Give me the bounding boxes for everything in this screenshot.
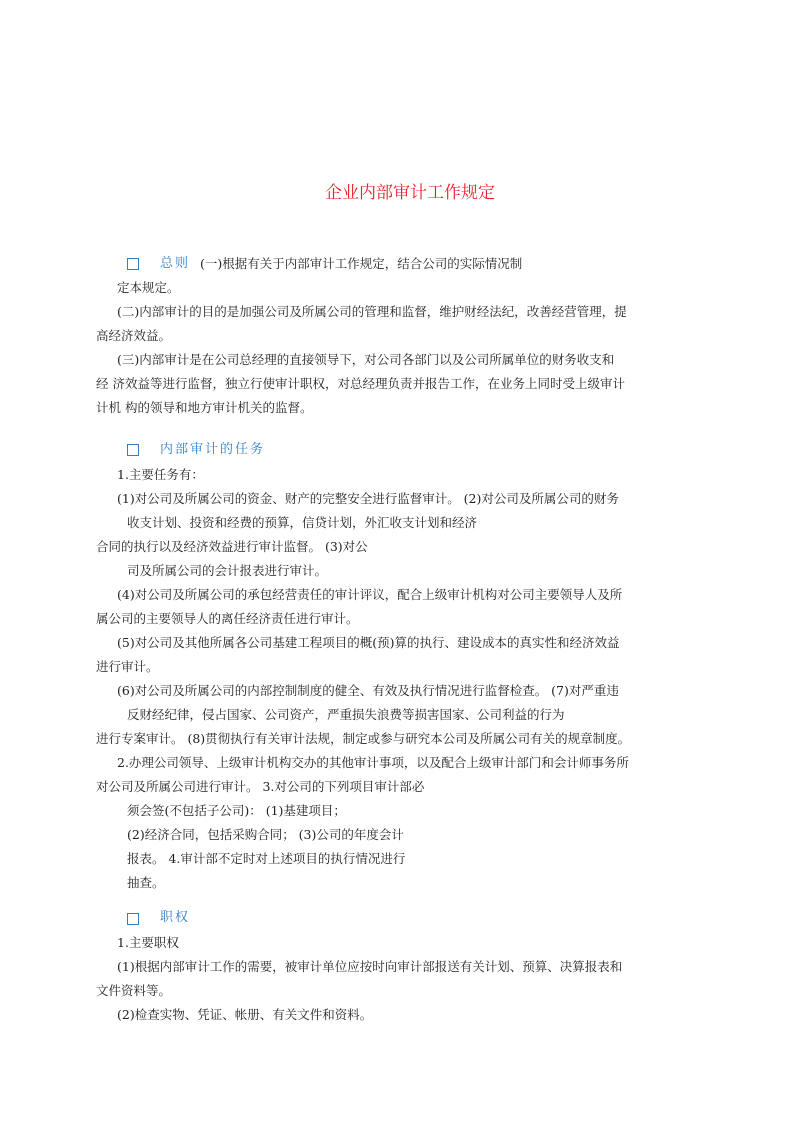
paragraph-line: 1.主要职权 — [117, 935, 179, 950]
paragraph-line: 1.主要任务有： — [117, 467, 204, 482]
paragraph-line: 合同的执行以及经济效益进行审计监督。 (3)对公 — [96, 539, 368, 554]
paragraph-line: 须会签(不包括子公司)： (1)基建项目； — [127, 803, 346, 818]
paragraph-line: (二)内部审计的目的是加强公司及所属公司的管理和监督，维护财经法纪，改善经营管理，提 — [117, 304, 627, 319]
section-heading-general: 总则 — [160, 256, 191, 271]
paragraph-line: 高经济效益。 — [96, 328, 172, 343]
paragraph-line: 对公司及所属公司进行审计。 3.对公司的下列项目审计部必 — [96, 779, 425, 794]
document-title: 企业内部审计工作规定 — [325, 183, 495, 203]
section-checkbox-icon — [127, 258, 139, 270]
paragraph-line: (1)根据内部审计工作的需要，被审计单位应按时向审计部报送有关计划、预算、决算报表和 — [117, 959, 623, 974]
paragraph-line: 文件资料等。 — [96, 983, 172, 998]
paragraph-line: (一)根据有关于内部审计工作规定，结合公司的实际情况制 — [200, 256, 523, 271]
paragraph-line: 报表。 4.审计部不定时对上述项目的执行情况进行 — [127, 851, 406, 866]
section-heading-powers: 职权 — [160, 910, 191, 925]
paragraph-line: (5)对公司及其他所属各公司基建工程项目的概(预)算的执行、建设成本的真实性和经济效益 — [117, 635, 620, 650]
paragraph-line: 2.办理公司领导、上级审计机构交办的其他审计事项，以及配合上级审计部门和会计师事务所 — [117, 755, 629, 770]
paragraph-line: (6)对公司及所属公司的内部控制制度的健全、有效及执行情况进行监督检查。 (7)对严重违 — [117, 683, 619, 698]
paragraph-line: (2)经济合同，包括采购合同； (3)公司的年度会计 — [127, 827, 404, 842]
paragraph-line: 抽查。 — [127, 875, 165, 890]
section-checkbox-icon — [127, 913, 139, 925]
paragraph-line: 计机 构的领导和地方审计机关的监督。 — [96, 400, 313, 415]
paragraph-line: 进行专案审计。 (8)贯彻执行有关审计法规，制定或参与研究本公司及所属公司有关的规章制度。 — [96, 731, 631, 746]
paragraph-line: (三)内部审计是在公司总经理的直接领导下，对公司各部门以及公司所属单位的财务收支和 — [117, 352, 615, 367]
paragraph-line: (2)检查实物、凭证、帐册、有关文件和资料。 — [117, 1007, 373, 1022]
section-heading-tasks: 内部审计的任务 — [160, 442, 266, 457]
section-checkbox-icon — [127, 444, 139, 456]
paragraph-line: 司及所属公司的会计报表进行审计。 — [127, 563, 328, 578]
paragraph-line: 属公司的主要领导人的离任经济责任进行审计。 — [96, 611, 359, 626]
paragraph-line: 收支计划、投资和经费的预算，信贷计划，外汇收支计划和经济 — [127, 515, 478, 530]
paragraph-line: 反财经纪律，侵占国家、公司资产，严重损失浪费等损害国家、公司利益的行为 — [127, 707, 565, 722]
paragraph-line: 定本规定。 — [117, 280, 180, 295]
paragraph-line: (1)对公司及所属公司的资金、财产的完整安全进行监督审计。 (2)对公司及所属公司的财务 — [117, 491, 619, 506]
paragraph-line: (4)对公司及所属公司的承包经营责任的审计评议，配合上级审计机构对公司主要领导人及所 — [117, 587, 623, 602]
paragraph-line: 进行审计。 — [96, 659, 159, 674]
paragraph-line: 经 济效益等进行监督，独立行使审计职权，对总经理负责并报告工作，在业务上同时受上级审计 — [96, 376, 625, 391]
